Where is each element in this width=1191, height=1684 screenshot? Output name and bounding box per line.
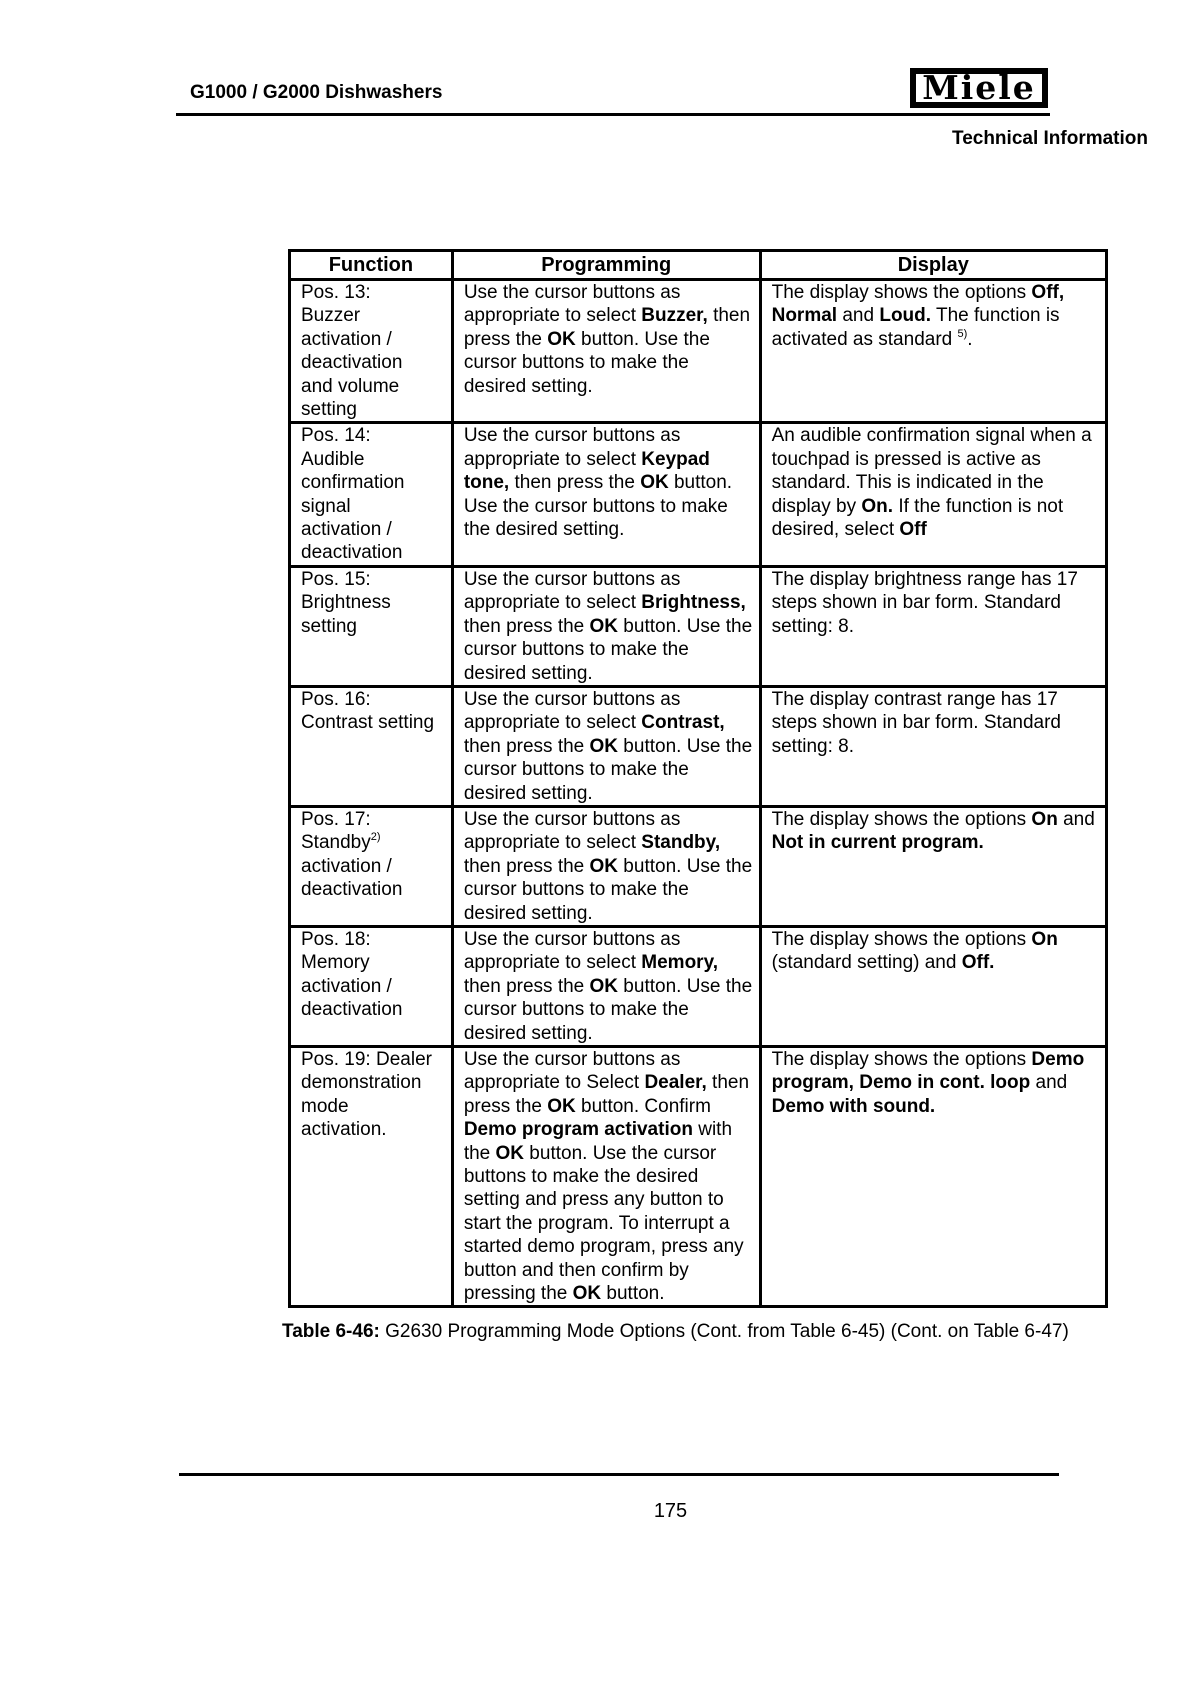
table-caption <box>282 1321 1069 1343</box>
caption-label: Table 6-46: <box>282 1321 380 1342</box>
table-row <box>290 926 1107 1046</box>
logo-text: Miele <box>916 74 1042 102</box>
table-row <box>290 806 1107 926</box>
column-header-display: Display <box>760 251 1106 280</box>
programming-cell: Use the cursor buttons as appropriate to select Brightness, then press the OK button. Use the cursor buttons to make the desired setting. <box>452 566 760 686</box>
document-title: G1000 / G2000 Dishwashers <box>190 82 443 103</box>
display-cell: The display brightness range has 17 steps shown in bar form. Standard setting: 8. <box>760 566 1106 686</box>
table-row <box>290 1047 1107 1307</box>
function-cell: Pos. 19: Dealer demonstration mode activation. <box>290 1047 453 1307</box>
table-row <box>290 280 1107 423</box>
function-cell: Pos. 18: Memory activation / deactivation <box>290 926 453 1046</box>
function-cell: Pos. 14: Audible confirmation signal activation / deactivation <box>290 423 453 566</box>
display-cell: The display shows the options Off, Normal and Loud. The function is activated as standard $^{5)}$. <box>760 280 1106 423</box>
page-number: 175 <box>653 1500 688 1522</box>
programming-cell: Use the cursor buttons as appropriate to Select Dealer, then press the OK button. Confirm Demo program activation with the OK button. Use the cursor buttons to make the desired setting and press any button to start the program. To interrupt a started demo program, press any button and then confirm by pressing the OK button. <box>452 1047 760 1307</box>
section-title: Technical Information <box>952 128 1149 149</box>
table-row <box>290 423 1107 566</box>
caption-text: G2630 Programming Mode Options (Cont. from Table 6-45) (Cont. on Table 6-47) <box>385 1321 1069 1342</box>
programming-cell: Use the cursor buttons as appropriate to select Keypad tone, then press the OK button. Use the cursor buttons to make the desired setting. <box>452 423 760 566</box>
table-header-row <box>290 251 1107 280</box>
display-cell: The display shows the options Demo program, Demo in cont. loop and Demo with sound. <box>760 1047 1106 1307</box>
programming-cell: Use the cursor buttons as appropriate to select Contrast, then press the OK button. Use the cursor buttons to make the desired setting. <box>452 686 760 806</box>
footer-rule <box>179 1473 1059 1476</box>
function-cell: Pos. 16: Contrast setting <box>290 686 453 806</box>
table-body <box>290 280 1107 1307</box>
column-header-function: Function <box>290 251 453 280</box>
programming-cell: Use the cursor buttons as appropriate to select Standby, then press the OK button. Use the cursor buttons to make the desired setting. <box>452 806 760 926</box>
miele-logo <box>910 68 1048 108</box>
function-cell: Pos. 17: Standby$^{2)}$ activation / deactivation <box>290 806 453 926</box>
display-cell: The display shows the options On (standard setting) and Off. <box>760 926 1106 1046</box>
table-row <box>290 566 1107 686</box>
function-cell: Pos. 15: Brightness setting <box>290 566 453 686</box>
header-rule <box>176 113 1050 116</box>
table-row <box>290 686 1107 806</box>
display-cell: The display contrast range has 17 steps shown in bar form. Standard setting: 8. <box>760 686 1106 806</box>
display-cell: The display shows the options On and Not in current program. <box>760 806 1106 926</box>
column-header-programming: Programming <box>452 251 760 280</box>
function-cell: Pos. 13: Buzzer activation / deactivation and volume setting <box>290 280 453 423</box>
programming-cell: Use the cursor buttons as appropriate to select Memory, then press the OK button. Use the cursor buttons to make the desired setting. <box>452 926 760 1046</box>
programming-cell: Use the cursor buttons as appropriate to select Buzzer, then press the OK button. Use the cursor buttons to make the desired setting. <box>452 280 760 423</box>
programming-options-table <box>288 249 1108 1308</box>
display-cell: An audible confirmation signal when a touchpad is pressed is active as standard. This is indicated in the display by On. If the function is not desired, select Off <box>760 423 1106 566</box>
